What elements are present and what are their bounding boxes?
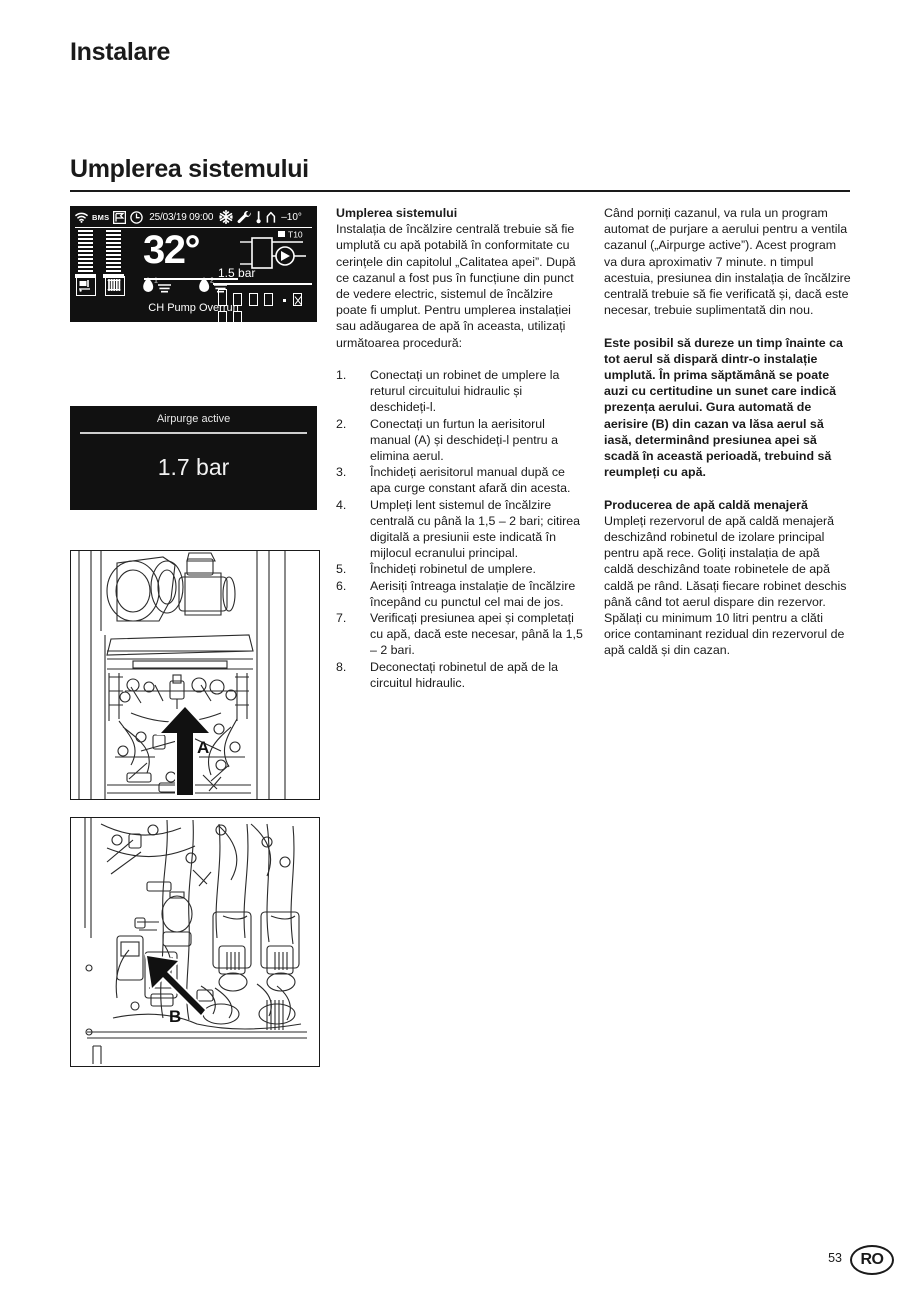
language-badge: RO [850, 1245, 894, 1275]
step-text: Închideți aerisitorul manual după ce apa curge constant afară din acesta. [370, 465, 571, 496]
flow-temperature: 32° [143, 228, 199, 272]
display-main-body [70, 228, 317, 322]
step-number: 6. [336, 578, 347, 593]
airpurge-pressure: 1.7 bar [157, 454, 230, 480]
snowflake-icon [219, 210, 233, 224]
column-right [604, 205, 852, 659]
bargraph-column-2 [106, 230, 121, 278]
section-title: Umplerea sistemului [70, 155, 309, 183]
step-number: 1. [336, 368, 347, 383]
bms-label: BMS [92, 212, 110, 222]
column-middle [336, 205, 584, 691]
step-number: 4. [336, 497, 347, 512]
list-item [336, 367, 584, 416]
filling-procedure-list [336, 367, 584, 691]
display-status-text: CH Pump Overrun [148, 302, 239, 314]
callout-label-a: A [197, 738, 210, 757]
wrench-icon [237, 211, 252, 224]
step-text: Conectați un robinet de umplere la returul circuitului hidraulic și deschideți-l. [370, 368, 560, 415]
step-number: 3. [336, 465, 347, 480]
step-text: Verificați presiunea apei și completați cu apă, dacă este necesar, până la 1,5 – 2 bari. [370, 611, 583, 658]
middle-intro: Instalația de încălzire centrală trebuie să fie umplută cu apă potabilă în conformitate cu cerințele din capitolul „Calitatea apei”. După ce cazanul a fost pus în funcțiune din punct de vedere electric, sistemul de încălzire poate fi umplut. Pentru umplerea instalației sau adăugarea de apă în aceasta, utilizați următoarea procedură: [336, 222, 576, 350]
right-para-3: Umpleți rezervorul de apă caldă menajeră deschizând robinetul de izolare principal pentru apă rece. Goliți instalația de apă caldă deschizând toate robinetele de apă caldă pe rând. Lăsați fiecare robinet deschis până când tot aerul dispare din rezervor. [604, 513, 847, 609]
right-para-4: Spălați cu minimum 10 litri pentru a clăti orice contaminant rezidual din rezervorul de apă caldă și din cazan. [604, 611, 845, 658]
mode-icon-row [76, 276, 130, 296]
step-text: Conectați un furtun la aerisitorul manual (A) și deschideți-l pentru a elimina aerul. [370, 416, 559, 464]
system-pressure: 1.5 bar [218, 266, 256, 280]
airpurge-title: Airpurge active [156, 413, 231, 425]
list-item [336, 464, 584, 496]
wifi-icon [75, 212, 88, 223]
signal-flag-icon [113, 211, 126, 224]
step-number: 5. [336, 562, 347, 577]
thermometer-house-icon [256, 210, 276, 224]
right-para-1: Când porniți cazanul, va rula un program automat de purjare a aerului pentru a ventila cazanul („Airpurge active”). Acest program va dura aproximativ 7 minute. n timpul acestuia, presiunea din instalația de încălzire centrală trebuie să fie verificată și, dacă este necesar, trebuie suplimentată din nou. [604, 206, 851, 318]
display-status-bar [70, 206, 317, 228]
outside-temperature: –10° [281, 211, 302, 223]
list-item [336, 416, 584, 465]
burner-1-indicator [142, 276, 172, 300]
svg-text:1: 1 [154, 277, 158, 285]
airpurge-divider [80, 432, 307, 434]
airpurge-display [70, 406, 317, 510]
right-heading-2: Producerea de apă caldă menajeră [604, 497, 808, 512]
step-number: 7. [336, 611, 347, 626]
bargraph-column-1 [78, 230, 93, 278]
display-datetime: 25/03/19 09:00 [149, 211, 214, 223]
cylinder-pump-schematic [240, 230, 315, 283]
list-item [336, 561, 584, 577]
right-para-2-bold: Este posibil să dureze un timp înainte ca tot aerul să dispară dintr-o instalație umplută. În prima săptămână se poate auzi cu certitudine un sunet care indică prezența aerului. Gura automată de aerisire (B) din cazan va lăsa aerul să iasă, determinând presiunea apei să scadă în această perioadă, trebuind să reumpleți cu apă. [604, 335, 843, 480]
middle-heading: Umplerea sistemului [336, 206, 458, 220]
dhw-cylinder-icon [76, 276, 96, 296]
list-item [336, 659, 584, 691]
list-item [336, 610, 584, 659]
step-text: Închideți robinetul de umplere. [370, 562, 536, 577]
radiator-icon [105, 276, 125, 296]
step-text: Umpleți lent sistemul de încălzire centrală cu până la 1,5 – 2 bari; citirea digitală a presiunii este indicată în mijlocul ecranului principal. [370, 497, 581, 561]
clock-icon [130, 211, 143, 224]
step-text: Deconectați robinetul de apă de la circuitul hidraulic. [370, 659, 559, 690]
svg-text:2: 2 [210, 277, 215, 285]
step-text: Aerisiți întreaga instalație de încălzire începând cu punctul cel mai de jos. [370, 578, 576, 609]
callout-label-b: B [169, 1007, 182, 1026]
sensor-label: T10 [288, 230, 303, 240]
photo-manual-air-vent [70, 550, 320, 800]
step-number: 8. [336, 659, 347, 674]
chapter-title: Instalare [70, 38, 171, 66]
output-bargraph [78, 230, 130, 278]
step-number: 2. [336, 416, 347, 431]
list-item [336, 497, 584, 562]
photo-automatic-air-vent [70, 817, 320, 1067]
page-number: 53 [828, 1251, 842, 1265]
boiler-main-display [70, 206, 317, 322]
list-item [336, 578, 584, 610]
section-divider [70, 190, 850, 192]
